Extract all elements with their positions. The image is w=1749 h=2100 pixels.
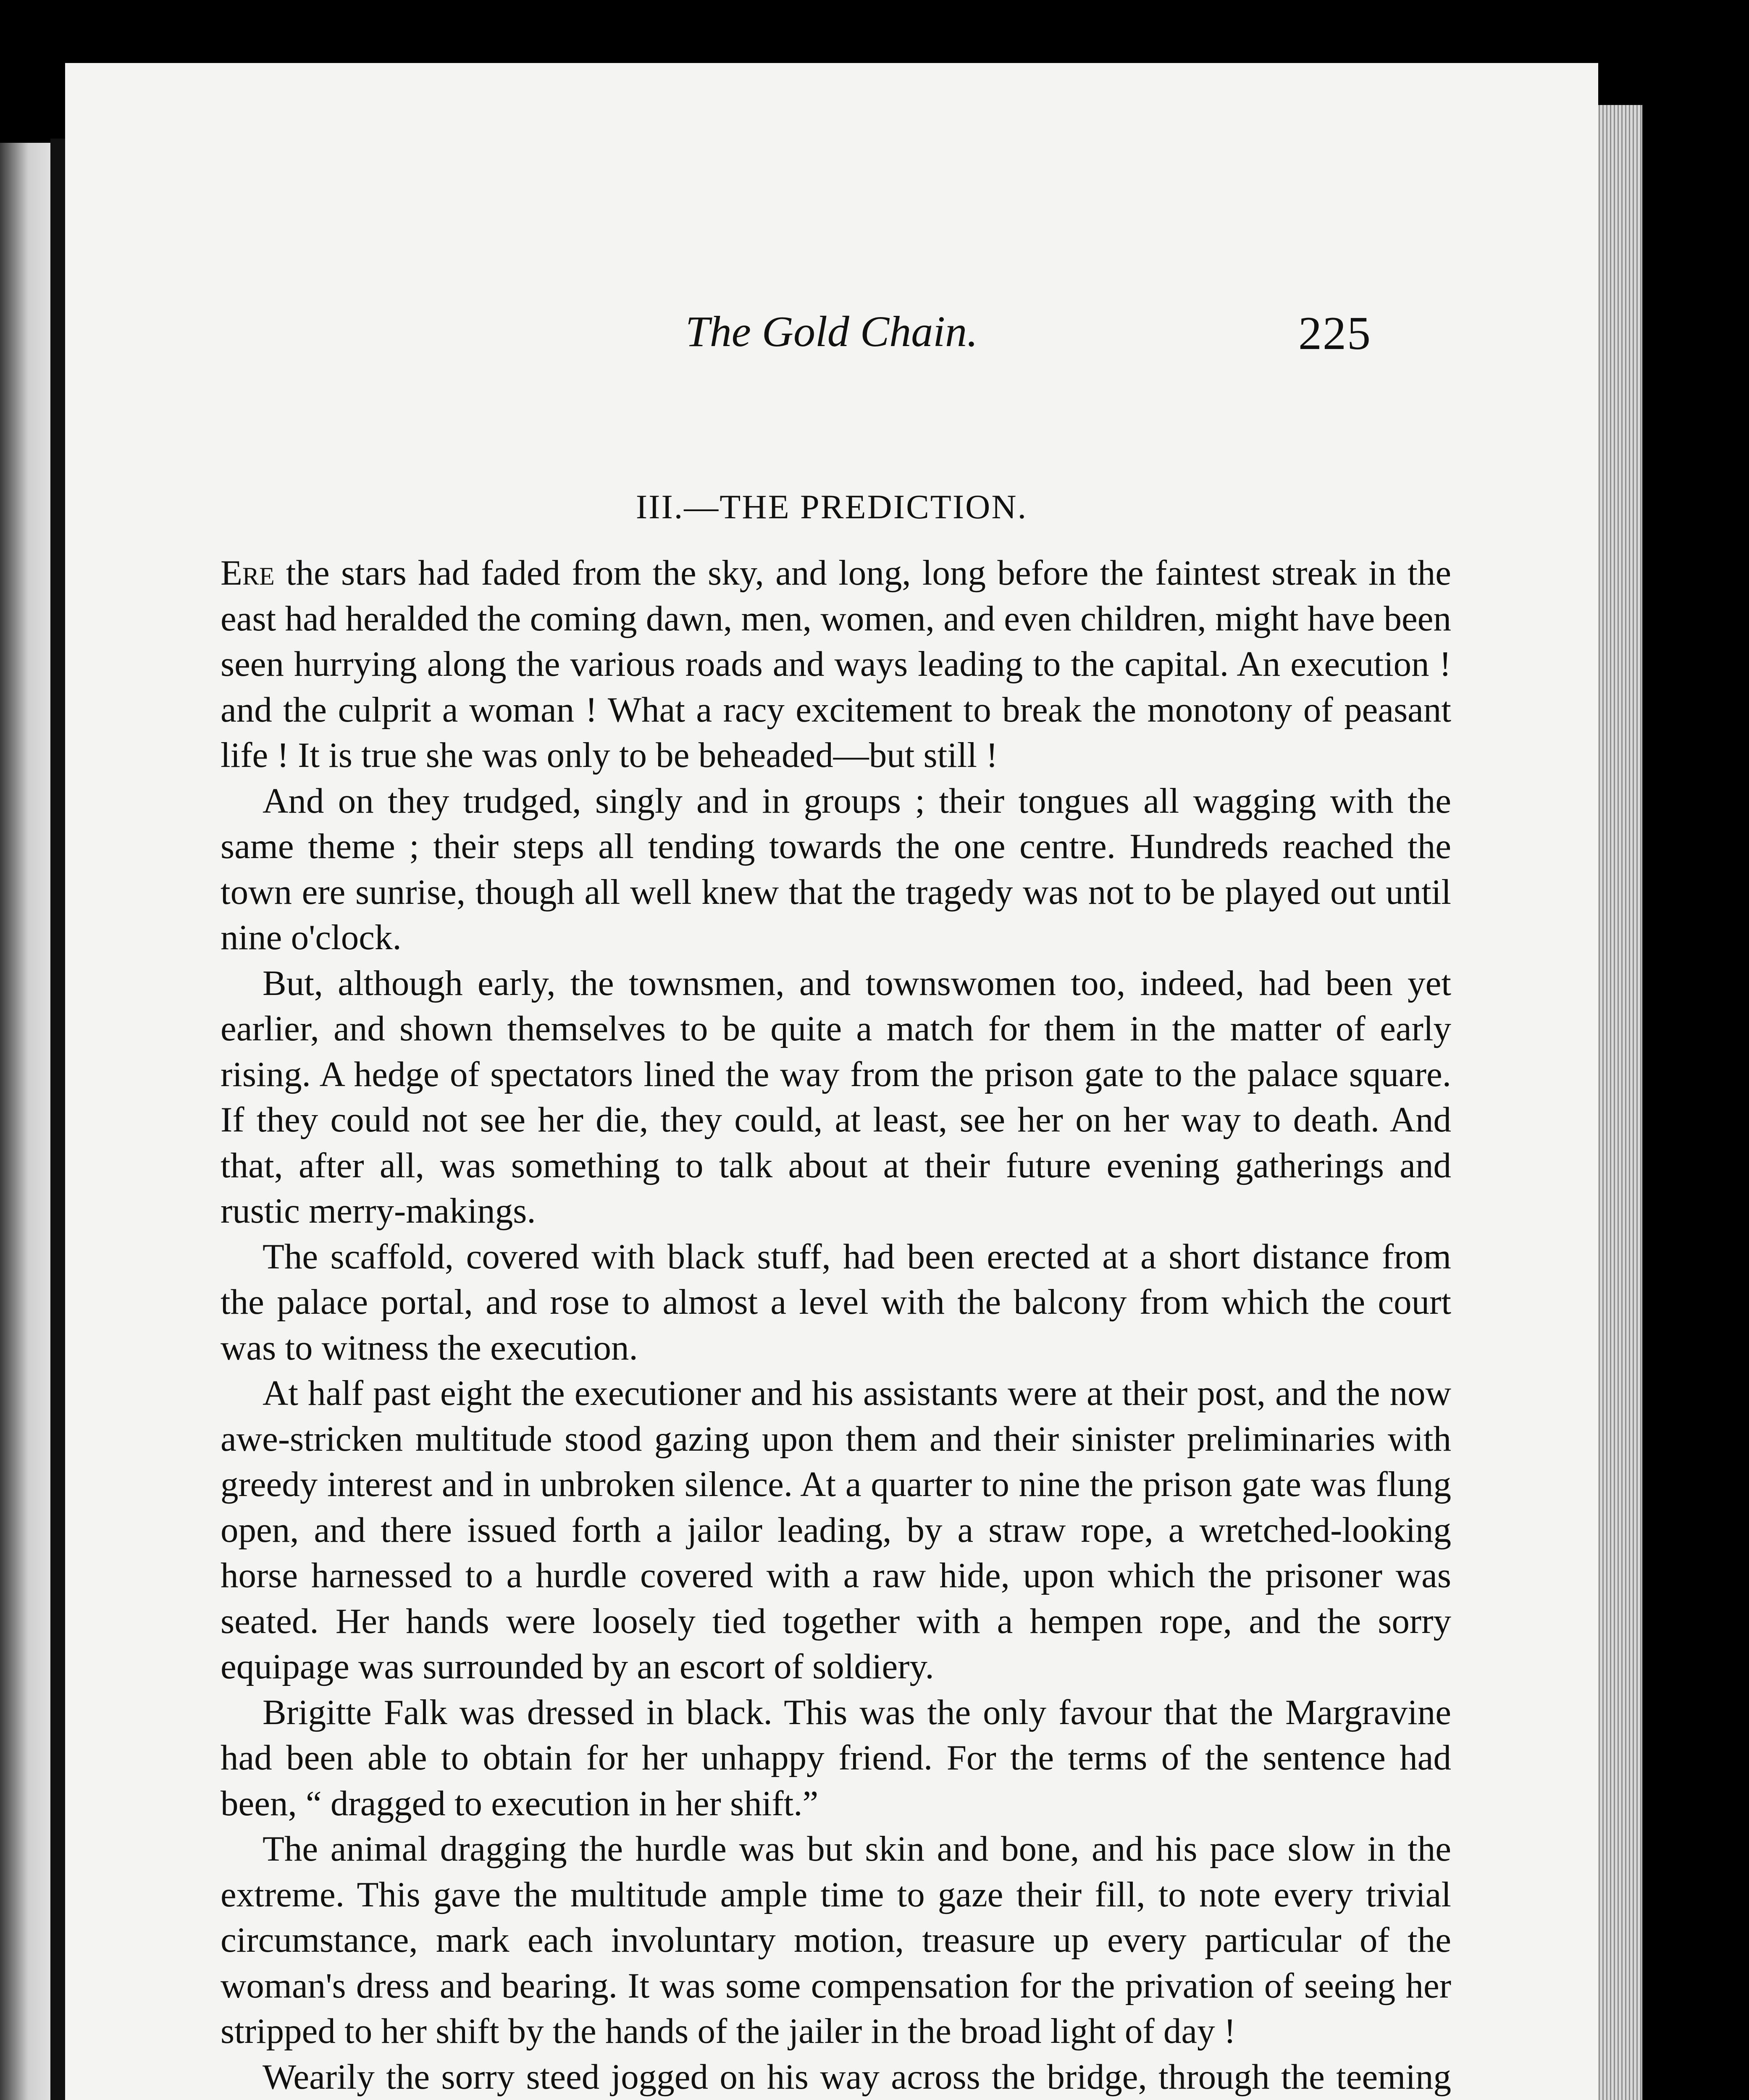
paragraph: But, although early, the townsmen, and townswomen too, indeed, had been yet earlier, and shown themselves to be quite a match for them in the matter of early rising. A hedge of spectators lined the way from the prison gate to the palace square. If they could not see her die, they could, at least, see her on her way to death. And that, after all, was something to talk about at their future evening gatherings and rustic merry-makings. [221, 963, 1451, 1231]
section-heading: III.—THE PREDICTION. [636, 488, 1028, 526]
running-title: The Gold Chain. [685, 307, 978, 356]
paragraph: The animal dragging the hurdle was but skin and bone, and his pace slow in the extreme. This gave the multitude ample time to gaze their fill, to note every trivial circumstance, mark each involuntary motion, treasure up every particular of the woman's dress and bearing. It was some compensation for the privation of seeing her stripped to her shift by the hands of the jailer in the broad light of day ! [221, 1829, 1451, 2051]
paragraph [221, 550, 1451, 778]
paragraph: The scaffold, covered with black stuff, had been erected at a short distance from the palace portal, and rose to almost a level with the balcony from which the court was to witness the execution. [221, 1236, 1451, 1368]
book-gutter [50, 139, 67, 2100]
page-stack-edge [1596, 105, 1642, 2100]
page-number: 225 [1298, 307, 1371, 360]
body-text [221, 550, 1451, 2100]
book-page [65, 63, 1598, 2100]
paragraph: Wearily the sorry steed jogged on his way across the bridge, through the teeming [263, 2057, 1451, 2097]
running-header [65, 307, 1598, 374]
paragraph: Brigitte Falk was dressed in black. This was the only favour that the Margravine had been able to obtain for her unhappy friend. For the terms of the sentence had been, “ dragged to execution in her shift.” [221, 1692, 1451, 1823]
paragraph: At half past eight the executioner and his assistants were at their post, and the now awe-stricken multitude stood gazing upon them and their sinister preliminaries with greedy interest and in unbroken silence. At a quarter to nine the prison gate was flung open, and there issued forth a jailor leading, by a straw rope, a wretched-looking horse harnessed to a hurdle covered with a raw hide, upon which the prisoner was seated. Her hands were loosely tied together with a hempen rope, and the sorry equipage was surrounded by an escort of soldiery. [221, 1373, 1451, 1686]
paragraph: And on they trudged, singly and in groups ; their tongues all wagging with the same theme ; their steps all tending towards the one centre. Hundreds reached the town ere sunrise, though all well knew that the tragedy was not to be played out until nine o'clock. [221, 781, 1451, 957]
paragraph-text: the stars had faded from the sky, and long, long before the faintest streak in the east had heralded the coming dawn, men, women, and even children, might have been seen hurrying along the various roads and ways leading to the capital. An execution ! and the culprit a woman ! What a racy excitement to break the monotony of peasant life ! It is true she was only to be beheaded—but still ! [221, 553, 1451, 775]
drop-word: Ere [221, 553, 275, 593]
